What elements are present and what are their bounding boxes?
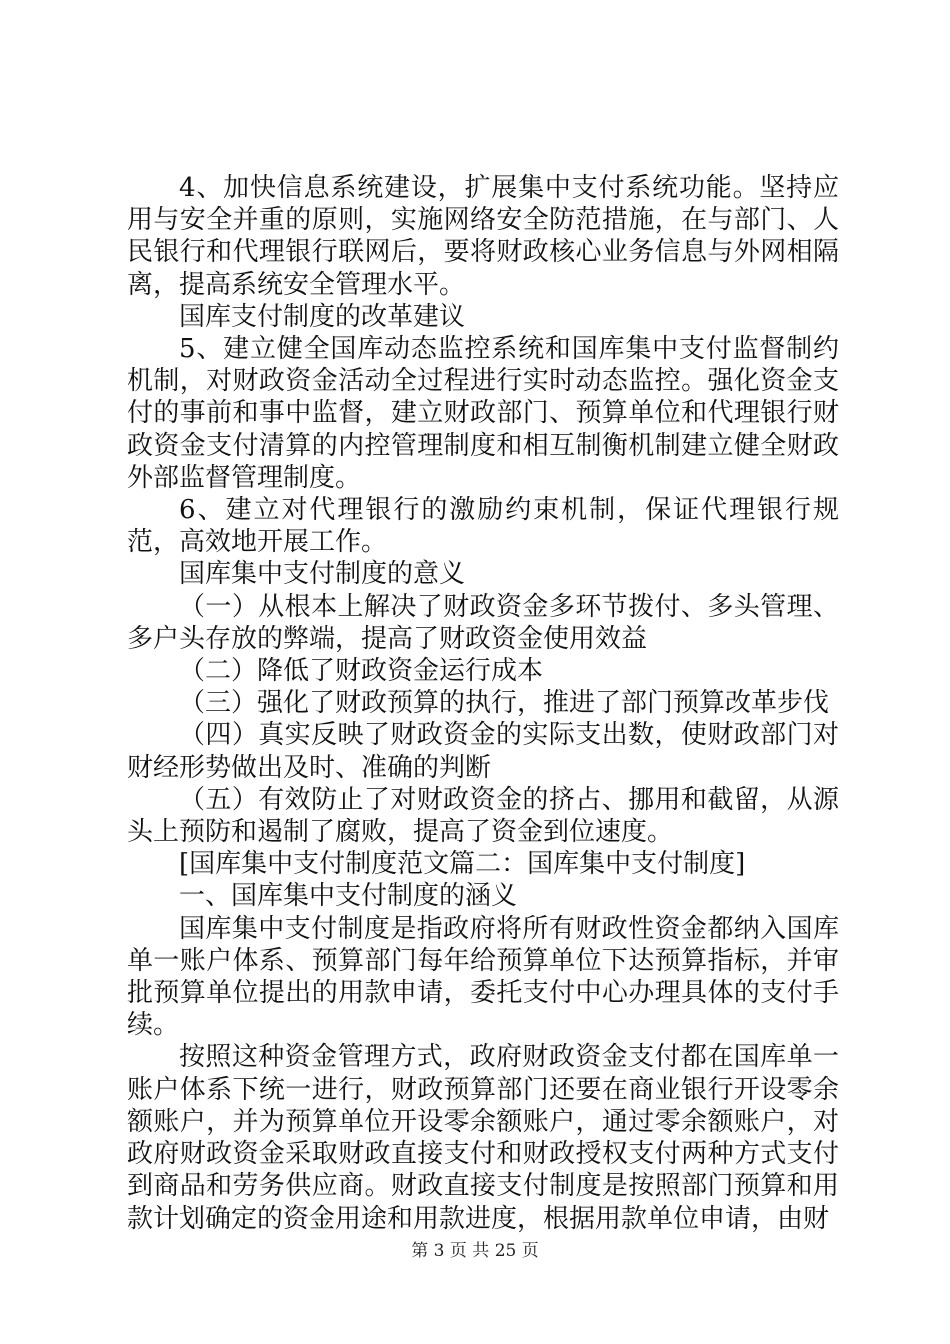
paragraph-item-4: 4、加快信息系统建设，扩展集中支付系统功能。坚持应用与安全并重的原则，实施网络安全防范措施，在与部门、人民银行和代理银行联网后，要将财政核心业务信息与外网相隔离，提高系统安全管理水平。 bbox=[127, 173, 839, 300]
section-heading-significance: 国库集中支付制度的意义 bbox=[179, 559, 466, 590]
paragraph-definition: 国库集中支付制度是指政府将所有财政性资金都纳入国库单一账户体系、预算部门每年给预算单位下达预算指标，并审批预算单位提出的用款申请，委托支付中心办理具体的支付手续。 bbox=[127, 913, 839, 1041]
list-item-significance-5: （五）有效防止了对财政资金的挤占、挪用和截留，从源头上预防和遏制了腐败，提高了资金到位速度。 bbox=[127, 784, 839, 848]
paragraph-management-method: 按照这种资金管理方式，政府财政资金支付都在国库单一账户体系下统一进行，财政预算部门还要在商业银行开设零余额账户，并为预算单位开设零余额账户，通过零余额账户，对政府财政资金采取财政直接支付和财政授权支付两种方式支付到商品和劳务供应商。财政直接支付制度是按照部门预算和用款计划确定的资金用途和用款进度，根据用款单位申请，由财 bbox=[127, 1042, 839, 1234]
list-item-significance-4: （四）真实反映了财政资金的实际支出数，使财政部门对财经形势做出及时、准确的判断 bbox=[127, 720, 839, 783]
list-item-significance-3: （三）强化了财政预算的执行，推进了部门预算改革步伐 bbox=[179, 688, 830, 719]
paragraph-item-6: 6、建立对代理银行的激励约束机制，保证代理银行规范，高效地开展工作。 bbox=[127, 495, 839, 558]
section-heading-reform-suggestions: 国库支付制度的改革建议 bbox=[179, 301, 466, 332]
article-title-part-two: [国库集中支付制度范文篇二：国库集中支付制度] bbox=[179, 849, 746, 880]
list-item-significance-2: （二）降低了财政资金运行成本 bbox=[179, 656, 544, 687]
document-body bbox=[127, 172, 839, 1235]
page-number-footer: 第 3 页 共 25 页 bbox=[411, 1241, 539, 1261]
list-item-significance-1: （一）从根本上解决了财政资金多环节拨付、多头管理、多户头存放的弊端，提高了财政资金使用效益 bbox=[127, 591, 839, 654]
paragraph-item-5: 5、建立健全国库动态监控系统和国库集中支付监督制约机制，对财政资金活动全过程进行实时动态监控。强化资金支付的事前和事中监督，建立财政部门、预算单位和代理银行财政资金支付清算的内控管理制度和相互制衡机制建立健全财政外部监督管理制度。 bbox=[127, 334, 839, 493]
section-heading-definition: 一、国库集中支付制度的涵义 bbox=[179, 881, 518, 912]
